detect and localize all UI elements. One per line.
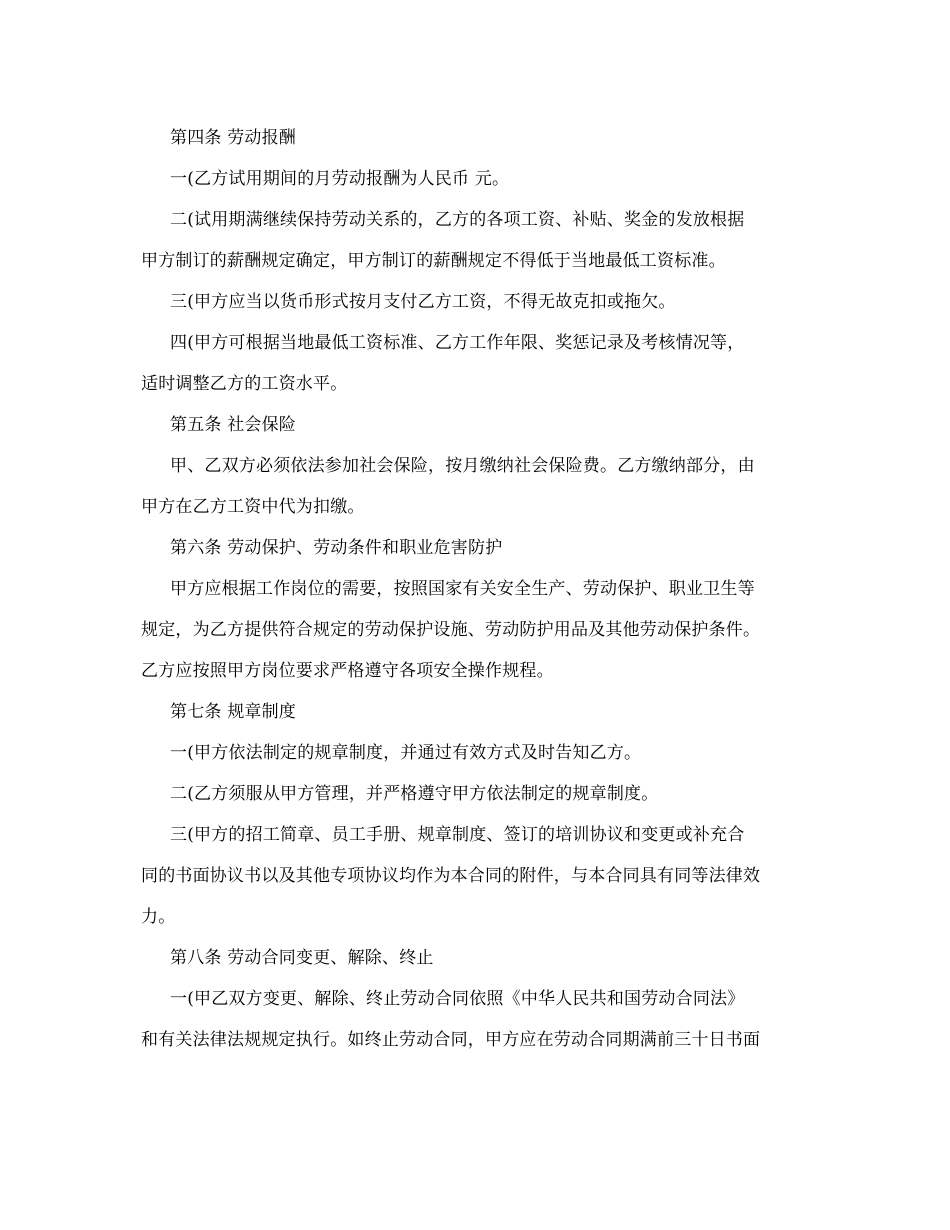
paragraph-line: 甲方在乙方工资中代为扣缴。: [141, 497, 365, 517]
paragraph-line: 和有关法律法规规定执行。如终止劳动合同，甲方应在劳动合同期满前三十日书面: [141, 1030, 761, 1050]
paragraph-line: 适时调整乙方的工资水平。: [141, 374, 348, 394]
paragraph-line: 三(甲方应当以货币形式按月支付乙方工资，不得无故克扣或拖欠。: [170, 292, 676, 312]
paragraph-line: 一(甲乙双方变更、解除、终止劳动合同依照《中华人民共和国劳动合同法》: [170, 989, 745, 1009]
paragraph-line: 乙方应按照甲方岗位要求严格遵守各项安全操作规程。: [141, 661, 554, 681]
paragraph-line: 一(乙方试用期间的月劳动报酬为人民币 元。: [170, 169, 510, 189]
paragraph-line: 力。: [141, 907, 176, 927]
article-8-heading: 第八条 劳动合同变更、解除、终止: [170, 948, 434, 968]
paragraph-line: 二(试用期满继续保持劳动关系的，乙方的各项工资、补贴、奖金的发放根据: [170, 210, 745, 230]
paragraph-line: 甲、乙双方必须依法参加社会保险，按月缴纳社会保险费。乙方缴纳部分，由: [170, 456, 755, 476]
paragraph-line: 一(甲方依法制定的规章制度，并通过有效方式及时告知乙方。: [170, 743, 642, 763]
paragraph-line: 规定，为乙方提供符合规定的劳动保护设施、劳动防护用品及其他劳动保护条件。: [141, 620, 761, 640]
paragraph-line: 三(甲方的招工简章、员工手册、规章制度、签订的培训协议和变更或补充合: [170, 825, 745, 845]
article-4-heading: 第四条 劳动报酬: [170, 128, 297, 148]
paragraph-line: 甲方制订的薪酬规定确定，甲方制订的薪酬规定不得低于当地最低工资标准。: [141, 251, 726, 271]
paragraph-line: 二(乙方须服从甲方管理，并严格遵守甲方依法制定的规章制度。: [170, 784, 659, 804]
article-5-heading: 第五条 社会保险: [170, 415, 297, 435]
article-6-heading: 第六条 劳动保护、劳动条件和职业危害防护: [170, 538, 503, 558]
paragraph-line: 甲方应根据工作岗位的需要，按照国家有关安全生产、劳动保护、职业卫生等: [170, 579, 755, 599]
article-7-heading: 第七条 规章制度: [170, 702, 297, 722]
document-body: [141, 128, 813, 1071]
paragraph-line: 同的书面协议书以及其他专项协议均作为本合同的附件，与本合同具有同等法律效: [141, 866, 761, 886]
paragraph-line: 四(甲方可根据当地最低工资标准、乙方工作年限、奖惩记录及考核情况等，: [170, 333, 745, 353]
